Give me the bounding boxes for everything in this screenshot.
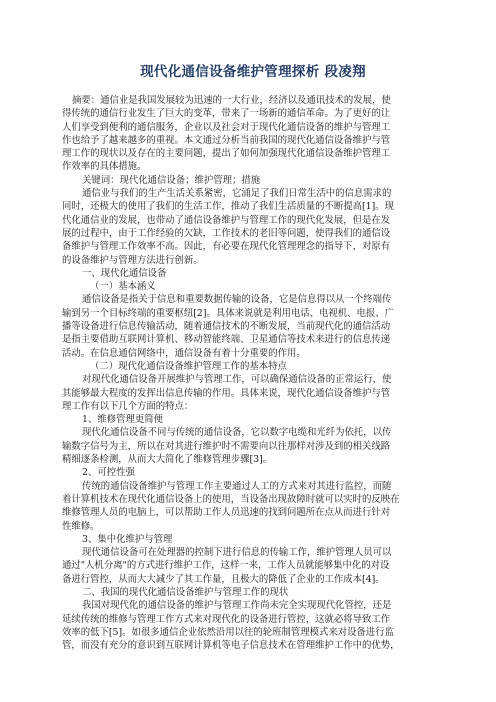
text-line: 关键词：现代化通信设备；维护管理；措施 — [82, 174, 261, 186]
text-line: 着计算机技术在现代化通信设备上的使用，当设备出现故障时就可以实时的反映在 — [62, 493, 400, 505]
text-line: 理工作的现状以及存在的主要问题，提出了如何加强现代化通信设备维护管理工 — [62, 148, 391, 160]
text-line: 摘要：通信业是我国发展较为迅速的一大行业，经济以及通讯技术的发展，使 — [72, 95, 391, 106]
text-line: 的设备维护与管理方法进行创新。 — [62, 254, 203, 266]
text-line: 代化通信业的发展，也带动了通信设备维护与管理工作的现代化发展，但是在发 — [62, 214, 391, 226]
text-line: 3、集中化维护与管理 — [82, 533, 173, 545]
text-line: 得传统的通信行业发生了巨大的变革，带来了一场新的通信革命。为了更好的让 — [62, 108, 391, 120]
text-line: 作效率的具体措施。 — [62, 161, 147, 173]
text-line: 管，而没有充分的意识到互联网计算机等电子信息技术在管理维护工作中的优势， — [62, 640, 400, 652]
text-line: （一）基本涵义 — [90, 281, 156, 293]
document-title: 现代化通信设备维护管理探析 段凌翔 — [140, 64, 366, 80]
text-line: 理工作有以下几个方面的特点： — [62, 400, 194, 412]
text-line: 对现代化通信设备开展维护与管理工作，可以确保通信设备的正常运行，使 — [82, 374, 392, 386]
text-line: 精细逐条检测，从而大大简化了维修管理步骤[3]。 — [62, 454, 273, 466]
article-body — [62, 94, 444, 652]
text-line: 作也给予了越来越多的重视。本文通过分析当前我国的现代化通信设备维护与管 — [62, 134, 391, 146]
text-line: 人们享受到便利的通信服务，企业以及社会对于现代化通信设备的维护与管理工 — [62, 121, 391, 133]
text-line: 1、维修管理更简便 — [82, 414, 163, 426]
text-line: 展的过程中，由于工作经验的欠缺，工作技术的老旧等问题，使得我们的通信设 — [62, 227, 391, 239]
text-line: 同时，还极大的使用了我们的生活工作，推动了我们生活质量的不断提高[1]。现 — [62, 201, 395, 213]
text-line: 通信设备是指关于信息和重要数据传输的设备，它是信息得以从一个终端传 — [82, 294, 392, 306]
text-line: 二、我国的现代化通信设备维护与管理工作的现状 — [82, 586, 289, 598]
text-line: 通过"人机分离"的方式进行维护工作，这样一来，工作人员就能够集中化的对设 — [62, 560, 390, 572]
text-line: 通信业与我们的生产生活关系紧密，它涌足了我们日常生活中的信息需求的 — [82, 188, 392, 200]
text-line: 输到另一个目标终端的重要枢纽[2]。具体来说就是利用电话、电视机、电报、广 — [62, 307, 395, 319]
text-line: 维修管理人员的电脑上，可以帮助工作人员迅速的找到问题所在点从而进行针对 — [62, 507, 391, 519]
text-line: 我国对现代化的通信设备的维护与管理工作尚未完全实现现代化管控，还是 — [82, 600, 392, 612]
text-line: 活动。在信息通信网络中，通信设备有着十分重要的作用。 — [62, 347, 306, 359]
text-line: 效率的低下[5]。如很多通信企业依然沿用以往的轮班制管理模式来对设备进行监 — [62, 626, 395, 638]
text-line: 备进行管控，从而大大减少了其工作量，且极大的降低了企业的工作成本[4]。 — [62, 573, 385, 585]
text-line: 其能够最大程度的发挥出信息传输的作用。具体来说，现代化通信设备维护与管 — [62, 387, 391, 399]
text-line: 2、可控性强 — [82, 467, 135, 479]
text-line: 一、现代化通信设备 — [82, 267, 167, 279]
text-line: 备维护与管理工作效率不高。因此，有必要在现代化管理理念的指导下，对原有 — [62, 241, 391, 253]
text-line: 是指主要借助互联网计算机、移动智能终端、卫星通信等技术来进行的信息传递 — [62, 334, 391, 346]
text-line: （二）现代化通信设备维护管理工作的基本特点 — [90, 360, 287, 372]
text-line: 现代化通信设备不同与传统的通信设备，它以数字电缆和光纤为依托，以传 — [82, 427, 392, 439]
text-line: 现代通信设备可在处理器的控制下进行信息的传输工作，维护管理人员可以 — [82, 547, 392, 559]
text-line: 传统的通信设备维护与管理工作主要通过人工的方式来对其进行监控，而随 — [82, 480, 392, 492]
text-line: 性维修。 — [62, 520, 100, 532]
text-line: 输数字信号为主，所以在对其进行维护时不需要向以往那样对涉及到的相关线路 — [62, 440, 391, 452]
text-line: 延续传统的维修与管理工作方式来对现代化的设备进行管控，这就必将导致工作 — [62, 613, 391, 625]
text-line: 播等设备进行信息传输活动，随着通信技术的不断发展，当前现代化的通信活动 — [62, 321, 391, 333]
